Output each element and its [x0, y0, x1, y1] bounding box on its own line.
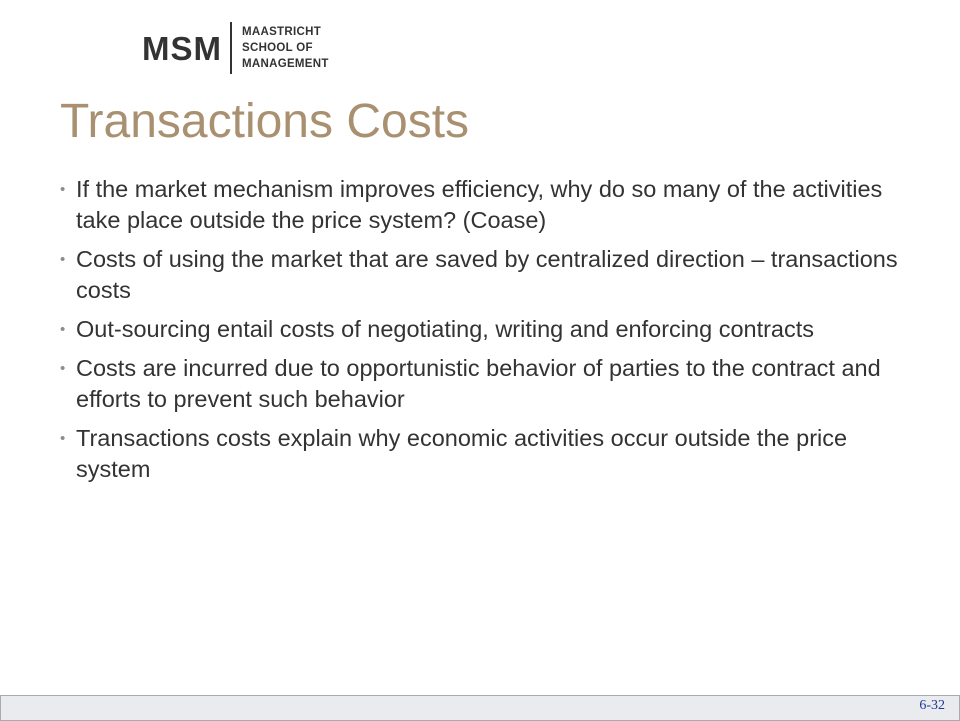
- bullet-item: [60, 314, 920, 345]
- bullet-text: Costs are incurred due to opportunistic behavior of parties to the contract and efforts to prevent such behavior: [76, 355, 881, 412]
- logo-line-1: MAASTRICHT: [242, 26, 322, 38]
- footer-bar: [0, 695, 960, 721]
- bullet-marker: •: [60, 430, 66, 447]
- bullet-marker: •: [60, 360, 66, 377]
- bullet-text: Costs of using the market that are saved by centralized direction – transactions costs: [76, 246, 898, 303]
- bullet-text: If the market mechanism improves efficiency, why do so many of the activities take place outside the price system? (Coase): [76, 176, 883, 233]
- bullet-item: [60, 174, 920, 236]
- logo-line-3: MANAGEMENT: [242, 58, 329, 70]
- bullet-marker: •: [60, 181, 66, 198]
- logo-line-2: SCHOOL OF: [242, 42, 313, 54]
- bullet-list: [60, 174, 920, 493]
- bullet-item: [60, 353, 920, 415]
- bullet-item: [60, 423, 920, 485]
- logo-divider: [230, 22, 232, 74]
- bullet-item: [60, 244, 920, 306]
- bullet-marker: •: [60, 251, 66, 268]
- msm-logo: [142, 20, 329, 76]
- bullet-marker: •: [60, 321, 66, 338]
- bullet-text: Out-sourcing entail costs of negotiating, writing and enforcing contracts: [76, 316, 815, 342]
- logo-wordmark: [242, 24, 329, 72]
- logo-mark: MSM: [142, 29, 222, 67]
- slide-title: Transactions Costs: [60, 95, 470, 148]
- bullet-text: Transactions costs explain why economic activities occur outside the price system: [76, 425, 848, 482]
- slide-number: 6-32: [919, 698, 945, 713]
